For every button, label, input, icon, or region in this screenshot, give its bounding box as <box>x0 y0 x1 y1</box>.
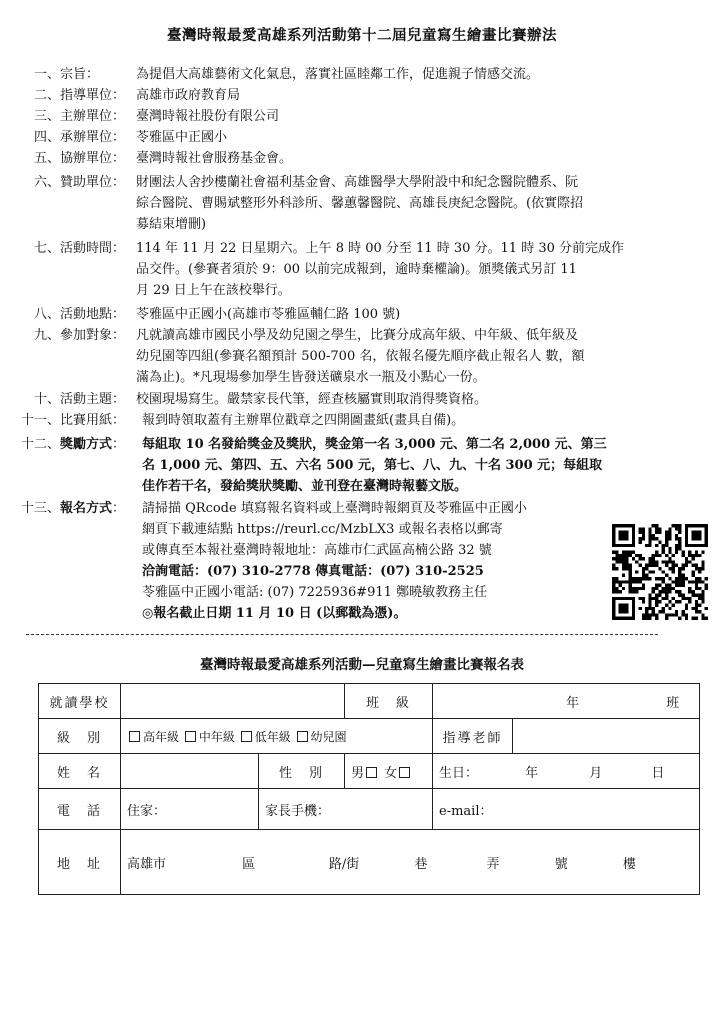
rule-text-line: 臺灣時報社股份有限公司 <box>136 109 280 124</box>
rule-colon: ： <box>112 151 126 166</box>
gender-options <box>345 754 433 789</box>
rule-colon: ： <box>112 392 126 407</box>
document-title: 臺灣時報最愛高雄系列活動第十二屆兒童寫生繪畫比賽辦法 <box>167 27 557 44</box>
class-unit: 班 <box>666 695 680 711</box>
rule-text-line: 名 1,000 元、第四、五、六名 500 元，第七、八、九、十名 300 元；每組取 <box>142 458 603 473</box>
rule-text-line: 114 年 11 月 22 日星期六。上午 8 時 00 分至 11 時 30 分。11 時 30 分前完成作 <box>136 241 624 256</box>
teacher-field[interactable] <box>513 719 700 754</box>
rule-text-line: 臺灣時報社會服務基金會。 <box>136 151 293 166</box>
grade-options <box>121 719 433 754</box>
rule-text-line: 滿為止)。*凡現場參加學生皆發送礦泉水一瓶及小點心一份。 <box>136 370 486 385</box>
rule-item <box>34 85 674 106</box>
address-field[interactable] <box>121 830 700 895</box>
class-field[interactable] <box>433 684 700 719</box>
rule-text-line: 佳作若干名，發給獎狀獎勵、並刊登在臺灣時報藝文版。 <box>142 479 468 494</box>
email-field[interactable] <box>433 789 700 830</box>
rule-item <box>34 148 674 169</box>
grade-option-label: 低年級 <box>254 729 291 744</box>
rule-colon: ： <box>112 437 126 452</box>
rule-item <box>34 304 674 325</box>
grade-checkbox-1[interactable] <box>129 731 140 742</box>
rule-item <box>34 64 674 85</box>
address-part: 巷 <box>414 856 428 872</box>
form-row-grade <box>39 719 700 754</box>
school-label: 就讀學校 <box>39 684 121 719</box>
rule-colon: ： <box>86 67 100 82</box>
gender-label: 性 別 <box>259 754 345 789</box>
rule-colon: ： <box>112 109 126 124</box>
rule-colon: ： <box>112 175 126 190</box>
rule-number: 八、 <box>33 307 60 322</box>
form-row-name <box>39 754 700 789</box>
rule-text-line: 苓雅區中正國小(高雄市苓雅區輔仁路 100 號) <box>136 307 401 322</box>
rule-item <box>34 106 674 127</box>
grade-checkbox-2[interactable] <box>185 731 196 742</box>
grade-option-label: 中年級 <box>198 729 235 744</box>
address-part: 高雄市 <box>127 856 167 872</box>
school-field[interactable] <box>121 684 345 719</box>
home-phone-field[interactable] <box>121 789 259 830</box>
grade-label: 級 別 <box>39 719 121 754</box>
rule-item <box>34 238 674 301</box>
rule-number: 十二、 <box>20 437 60 452</box>
rule-number: 十一、 <box>20 413 60 428</box>
address-part: 區 <box>242 856 256 872</box>
rule-item <box>20 434 674 497</box>
rule-number: 十三、 <box>20 501 60 516</box>
year-unit: 年 <box>565 695 579 711</box>
rule-number: 五、 <box>33 151 60 166</box>
rule-number: 九、 <box>33 328 60 343</box>
rule-label: 指導單位 <box>60 88 113 103</box>
rule-colon: ： <box>112 413 126 428</box>
rule-label: 活動時間 <box>60 241 113 256</box>
teacher-label: 指導老師 <box>433 719 513 754</box>
address-part: 路/街 <box>328 856 360 872</box>
birth-year-unit: 年 <box>525 765 539 781</box>
rule-number: 四、 <box>33 130 60 145</box>
parent-mobile-field[interactable] <box>259 789 433 830</box>
birth-month-unit: 月 <box>589 765 603 781</box>
rule-number: 六、 <box>33 175 60 190</box>
rule-number: 十、 <box>33 392 60 407</box>
rule-label: 主辦單位 <box>60 109 113 124</box>
address-part: 弄 <box>486 856 500 872</box>
rule-number: 七、 <box>33 241 60 256</box>
grade-option-label: 高年級 <box>143 729 180 744</box>
rule-item <box>34 127 674 148</box>
birthday-field[interactable] <box>433 754 700 789</box>
form-row-address <box>39 830 700 895</box>
rule-text-line: 幼兒園等四組(參賽名額預計 500-700 名，依報名優先順序截止報名人 數，額 <box>136 349 585 364</box>
rule-text-line: 財團法人舍抄樓蘭社會福利基金會、高雄醫學大學附設中和紀念醫院體系、阮 <box>136 175 579 190</box>
rule-colon: ： <box>112 307 126 322</box>
rule-colon: ： <box>112 88 126 103</box>
rule-text-line: 每組取 10 名發給獎金及獎狀，獎金第一名 3,000 元、第二名 2,000 元、第三 <box>142 437 607 452</box>
name-label: 姓 名 <box>39 754 121 789</box>
rule-number: 三、 <box>33 109 60 124</box>
address-part: 樓 <box>622 856 636 872</box>
rule-text-line: 或傳真至本報社臺灣時報地址：高雄市仁武區高楠公路 32 號 <box>142 543 492 558</box>
rule-colon: ： <box>112 130 126 145</box>
rule-text-line: 網頁下載連結點 https://reurl.cc/MzbLX3 或報名表格以郵寄 <box>142 522 503 537</box>
grade-checkbox-4[interactable] <box>297 731 308 742</box>
female-checkbox[interactable] <box>399 767 410 778</box>
cut-line <box>26 634 658 635</box>
rule-text-line: 請掃描 QRcode 填寫報名資料或上臺灣時報網頁及苓雅區中正國小 <box>142 501 527 516</box>
rule-text-line: 為提倡大高雄藝術文化氣息，落實社區睦鄰工作，促進親子情感交流。 <box>136 67 540 82</box>
male-checkbox[interactable] <box>366 767 377 778</box>
rule-text-line: 苓雅區中正國小電話: (07) 7225936#911 鄭曉敏教務主任 <box>142 585 488 600</box>
class-label: 班 級 <box>345 684 433 719</box>
rule-label: 協辦單位 <box>60 151 113 166</box>
rule-colon: ： <box>112 328 126 343</box>
rule-label: 報名方式 <box>60 501 113 516</box>
rule-item <box>34 325 674 388</box>
form-row-school <box>39 684 700 719</box>
name-field[interactable] <box>121 754 259 789</box>
rule-text-line: 月 29 日上午在該校舉行。 <box>136 283 291 298</box>
rule-colon: ： <box>112 241 126 256</box>
rule-label: 活動地點 <box>60 307 113 322</box>
rule-text-line: 募結束增刪) <box>136 217 207 232</box>
rule-colon: ： <box>112 501 126 516</box>
rule-label: 活動主題 <box>60 392 113 407</box>
form-title: 臺灣時報最愛高雄系列活動—兒童寫生繪畫比賽報名表 <box>200 657 524 673</box>
email-label: e-mail： <box>439 803 493 819</box>
rule-label: 宗旨 <box>60 67 87 82</box>
rule-text-line: 報到時領取蓋有主辦單位戳章之四開圖畫紙(畫具自備)。 <box>142 413 465 428</box>
registration-form <box>38 683 700 895</box>
rule-label: 獎勵方式 <box>60 437 113 452</box>
birth-day-unit: 日 <box>651 765 665 781</box>
address-label: 地 址 <box>39 830 121 895</box>
rule-text-line: 高雄市政府教育局 <box>136 88 241 103</box>
rule-text-line: 凡就讀高雄市國民小學及幼兒園之學生，比賽分成高年級、中年級、低年級及 <box>136 328 579 343</box>
rule-text-line: 品交件。(參賽者須於 9：00 以前完成報到，逾時棄權論)。頒獎儀式另訂 11 <box>136 262 577 277</box>
rule-label: 參加對象 <box>60 328 113 343</box>
female-label: 女 <box>384 765 398 781</box>
home-label: 住家： <box>127 803 167 819</box>
male-label: 男 <box>351 765 365 781</box>
phone-label: 電 話 <box>39 789 121 830</box>
qr-code[interactable] <box>612 524 708 620</box>
parent-mobile-label: 家長手機： <box>265 803 331 819</box>
rule-text-line: 苓雅區中正國小 <box>136 130 228 145</box>
rule-item <box>20 498 674 624</box>
rule-text-line: 校園現場寫生。嚴禁家長代筆，經查核屬實則取消得獎資格。 <box>136 392 488 407</box>
form-row-phone <box>39 789 700 830</box>
rule-label: 承辦單位 <box>60 130 113 145</box>
rule-text-line: ◎報名截止日期 11 月 10 日 (以郵戳為憑)。 <box>142 606 407 621</box>
rule-number: 一、 <box>33 67 60 82</box>
rule-label: 贊助單位 <box>60 175 113 190</box>
rule-text-line: 洽詢電話：(07) 310-2778 傳真電話：(07) 310-2525 <box>142 564 484 579</box>
grade-checkbox-3[interactable] <box>241 731 252 742</box>
rule-item <box>34 389 674 410</box>
rule-label: 比賽用紙 <box>60 413 113 428</box>
birthday-label: 生日： <box>439 765 479 781</box>
grade-option-label: 幼兒園 <box>310 729 347 744</box>
rule-text-line: 綜合醫院、曹賜斌整形外科診所、馨蕙馨醫院、高雄長庚紀念醫院。(依實際招 <box>136 196 584 211</box>
rule-number: 二、 <box>33 88 60 103</box>
address-part: 號 <box>554 856 568 872</box>
rule-item <box>20 410 674 431</box>
rule-item <box>34 172 674 235</box>
